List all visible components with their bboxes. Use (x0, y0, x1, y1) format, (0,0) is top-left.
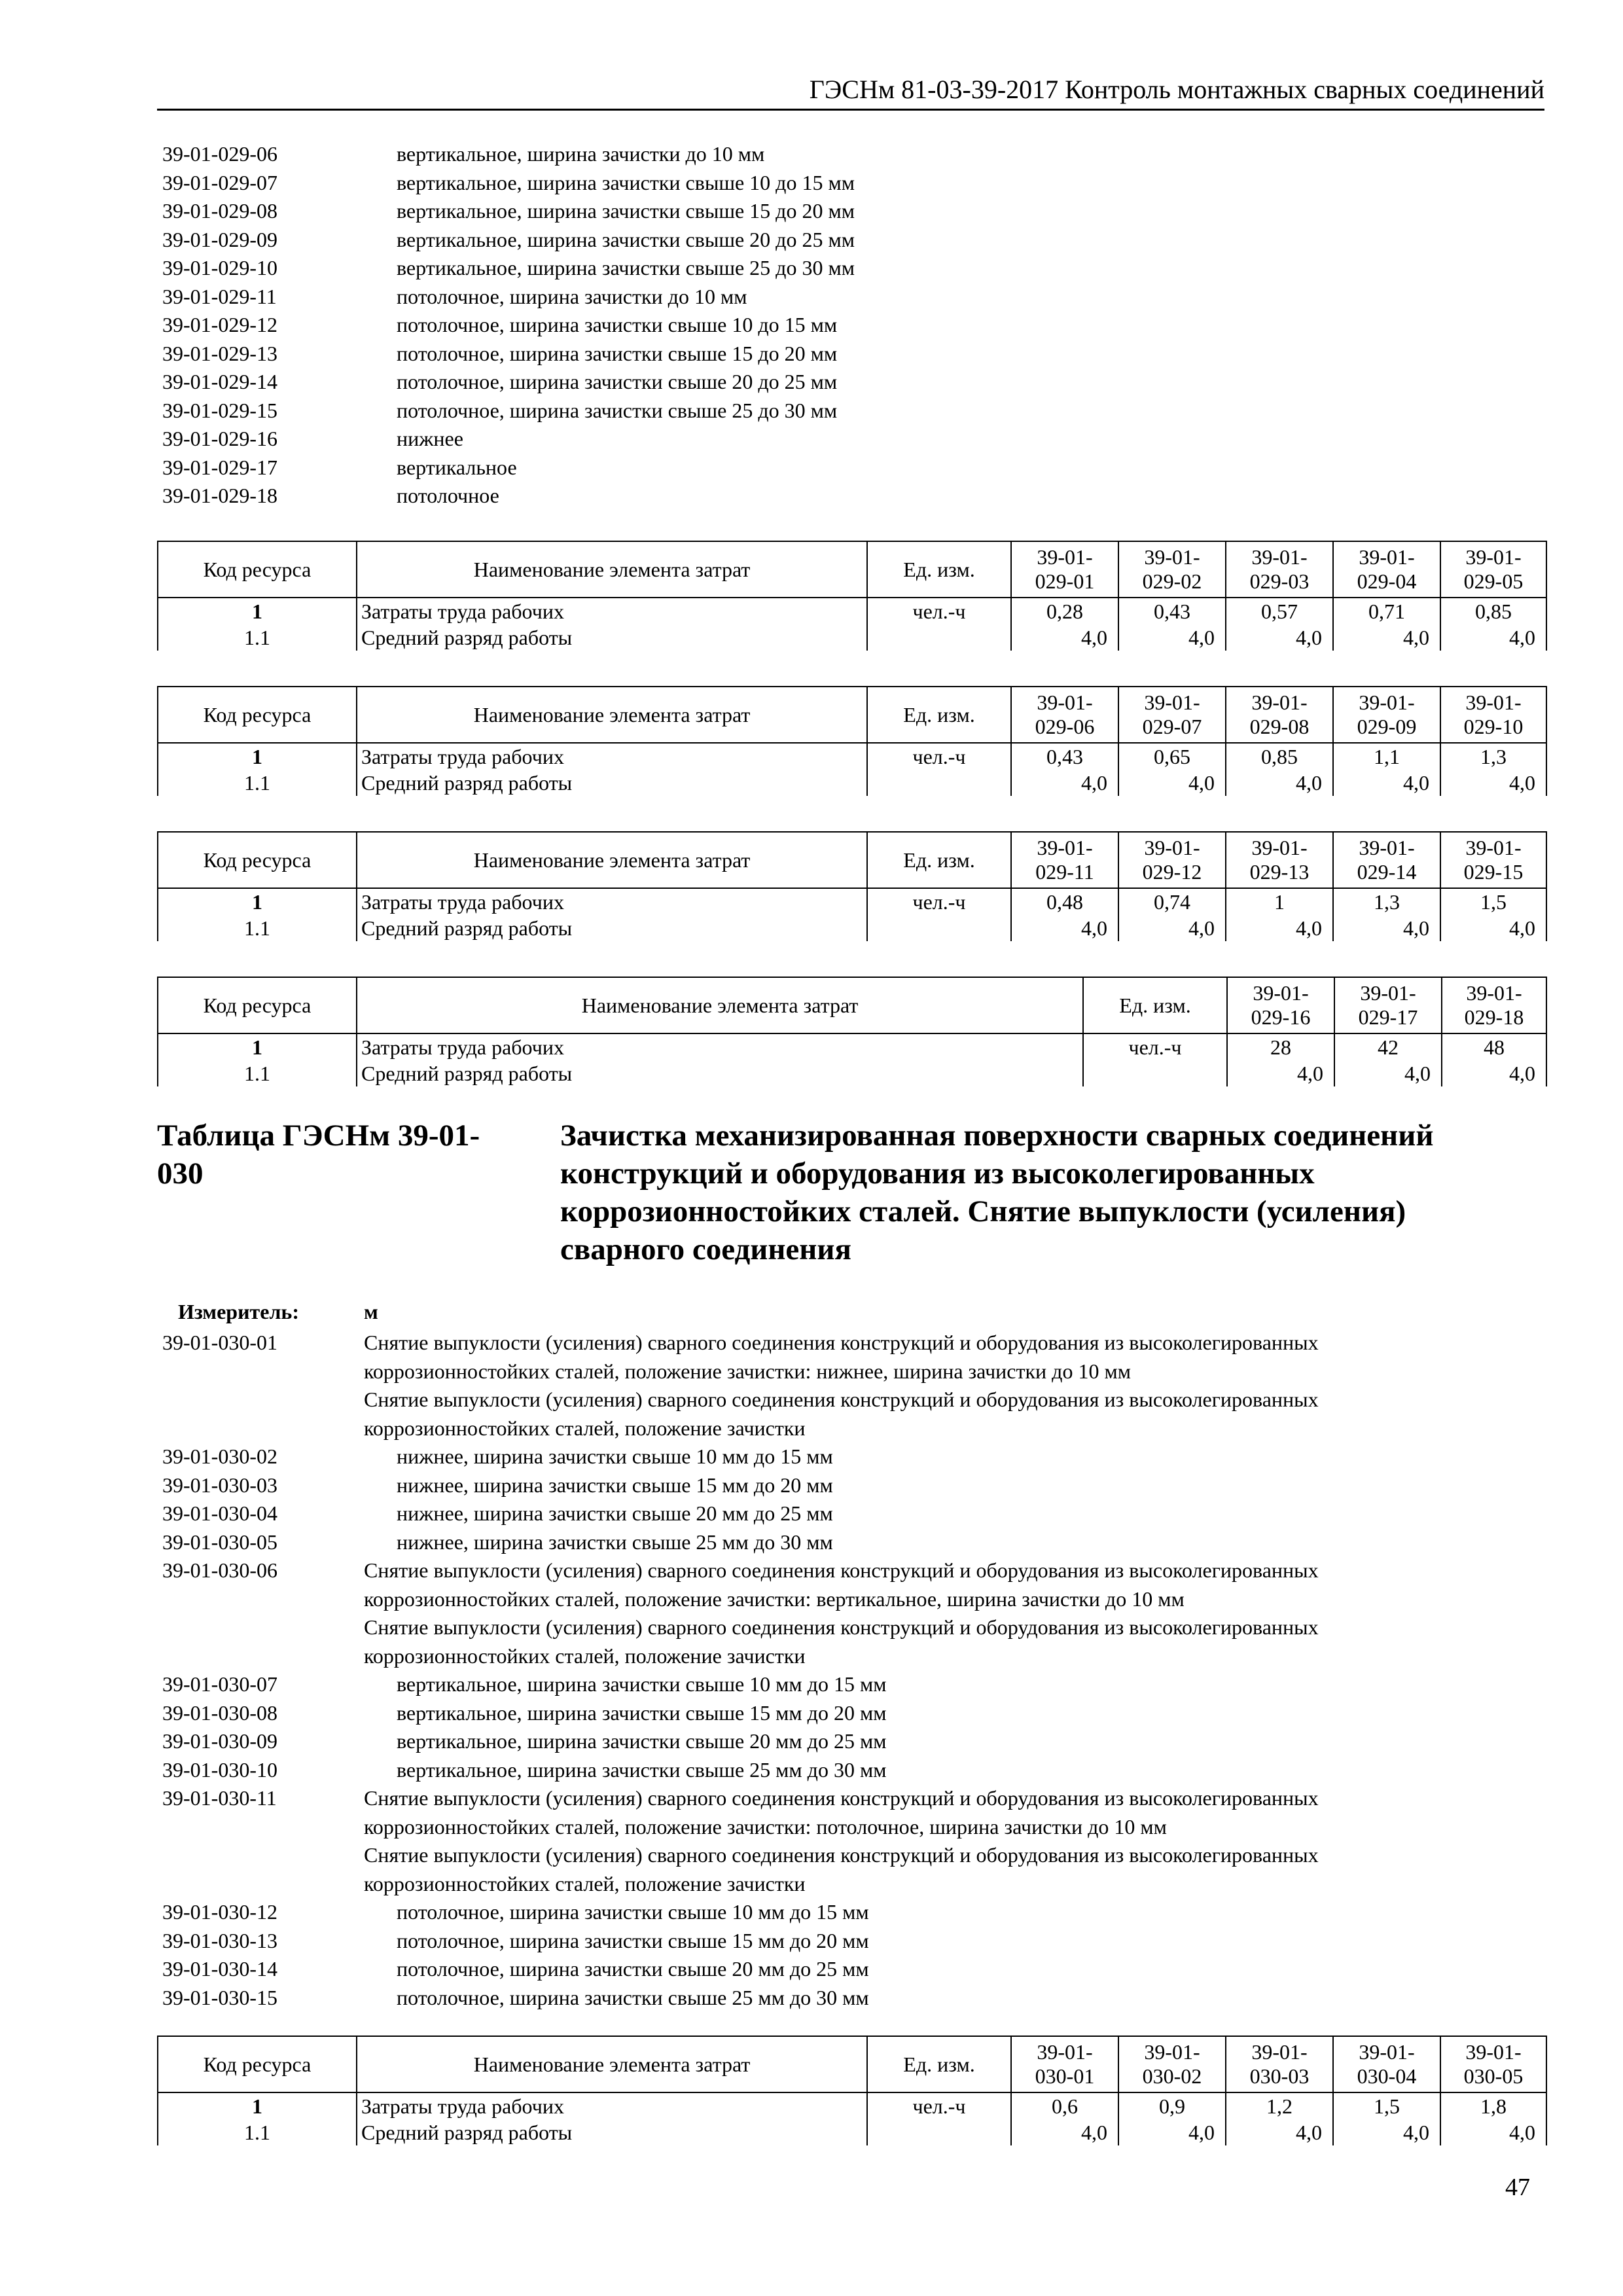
code-description: вертикальное, ширина зачистки свыше 10 мм до 15 мм (397, 1672, 887, 1696)
row-unit (1083, 1060, 1227, 1086)
code-number: 39-01-029-11 (162, 284, 277, 308)
header-column-code (1440, 541, 1546, 598)
row-value: 4,0 (1440, 915, 1546, 941)
row-name: Затраты труда рабочих (357, 1033, 1083, 1060)
code-description: потолочное, ширина зачистки свыше 10 до 15 мм (397, 313, 838, 336)
header-name: Наименование элемента затрат (357, 977, 1083, 1033)
row-code: 1.1 (158, 2119, 357, 2145)
header-name: Наименование элемента затрат (357, 832, 867, 888)
header-name: Наименование элемента затрат (357, 687, 867, 743)
column-code-line2: 029-18 (1464, 1005, 1524, 1029)
row-code: 1 (158, 598, 357, 624)
header-column-code (1333, 687, 1440, 743)
code-description: Снятие выпуклости (усиления) сварного соединения конструкций и оборудования из высоколегированных (364, 1843, 1319, 1867)
row-value: 4,0 (1333, 624, 1440, 651)
column-code-line2: 029-17 (1358, 1005, 1418, 1029)
row-code: 1 (158, 1033, 357, 1060)
column-code-line2: 029-08 (1249, 715, 1310, 738)
table-row (158, 770, 1546, 796)
cost-table-029-11-15 (157, 831, 1547, 941)
code-description: вертикальное, ширина зачистки свыше 15 мм до 20 мм (397, 1700, 887, 1725)
code-description: потолочное, ширина зачистки свыше 15 мм до 20 мм (397, 1928, 869, 1952)
row-value: 0,28 (1011, 598, 1118, 624)
column-code-line2: 029-04 (1357, 569, 1417, 593)
code-description: нижнее, ширина зачистки свыше 10 мм до 15 мм (397, 1444, 833, 1468)
row-code: 1.1 (158, 624, 357, 651)
table-row (158, 598, 1546, 624)
row-value: 42 (1334, 1033, 1442, 1060)
code-number: 39-01-029-14 (162, 370, 277, 393)
header-column-code (1118, 541, 1226, 598)
header-column-code (1333, 541, 1440, 598)
header-column-code (1011, 832, 1118, 888)
section-title-line: коррозионностойких сталей. Снятие выпуклости (усиления) (560, 1194, 1406, 1229)
code-description: вертикальное, ширина зачистки свыше 20 до 25 мм (397, 227, 855, 251)
header-code: Код ресурса (158, 2036, 357, 2092)
header-column-code (1226, 832, 1333, 888)
column-code-line1: 39-01- (1251, 545, 1308, 569)
page-header: ГЭСНм 81-03-39-2017 Контроль монтажных сварных соединений (809, 75, 1544, 104)
code-number: 39-01-030-14 (162, 1957, 277, 1981)
row-code: 1.1 (158, 1060, 357, 1086)
code-description: потолочное, ширина зачистки свыше 15 до 20 мм (397, 341, 838, 365)
row-value: 4,0 (1440, 770, 1546, 796)
code-number: 39-01-029-17 (162, 455, 277, 479)
page-number: 47 (1505, 2174, 1530, 2201)
row-unit (867, 624, 1011, 651)
row-value: 0,57 (1226, 598, 1333, 624)
code-description: Снятие выпуклости (усиления) сварного соединения конструкций и оборудования из высоколегированных (364, 1786, 1319, 1810)
table-header-row (158, 832, 1546, 888)
row-value: 1,3 (1333, 888, 1440, 915)
code-number: 39-01-030-10 (162, 1757, 277, 1782)
measure-label: Измеритель: (178, 1300, 299, 1323)
code-description: потолочное, ширина зачистки свыше 20 мм до 25 мм (397, 1957, 869, 1981)
code-description: вертикальное, ширина зачистки свыше 20 мм до 25 мм (397, 1729, 887, 1753)
header-rule (157, 109, 1544, 111)
row-value: 4,0 (1333, 915, 1440, 941)
row-code: 1.1 (158, 915, 357, 941)
code-description: коррозионностойких сталей, положение зачистки (364, 1871, 806, 1895)
column-code-line2: 029-01 (1035, 569, 1095, 593)
row-value: 0,71 (1333, 598, 1440, 624)
header-column-code (1226, 541, 1333, 598)
table-header-row (158, 2036, 1546, 2092)
column-code-line2: 029-09 (1357, 715, 1417, 738)
column-code-line1: 39-01- (1251, 691, 1308, 714)
code-number: 39-01-029-09 (162, 227, 277, 251)
header-unit: Ед. изм. (1083, 977, 1227, 1033)
row-value: 0,74 (1118, 888, 1226, 915)
column-code-line2: 030-01 (1035, 2064, 1095, 2088)
code-description: нижнее (397, 427, 463, 450)
row-value: 4,0 (1440, 624, 1546, 651)
code-description: потолочное, ширина зачистки свыше 10 мм до 15 мм (397, 1900, 869, 1924)
row-name: Затраты труда рабочих (357, 743, 867, 770)
column-code-line2: 029-10 (1463, 715, 1524, 738)
code-number: 39-01-030-13 (162, 1928, 277, 1952)
column-code-line2: 030-02 (1142, 2064, 1202, 2088)
code-number: 39-01-030-04 (162, 1501, 277, 1525)
column-code-line2: 029-07 (1142, 715, 1202, 738)
section-title-line: Зачистка механизированная поверхности сварных соединений (560, 1119, 1434, 1153)
column-code-line1: 39-01- (1253, 981, 1309, 1005)
code-description: Снятие выпуклости (усиления) сварного соединения конструкций и оборудования из высоколегированных (364, 1331, 1319, 1354)
column-code-line2: 029-12 (1142, 860, 1202, 884)
code-number: 39-01-030-05 (162, 1530, 277, 1554)
row-value: 4,0 (1334, 1060, 1442, 1086)
measure-value: м (364, 1300, 378, 1323)
cost-table-029-16-18 (157, 977, 1547, 1086)
column-code-line1: 39-01- (1144, 836, 1200, 859)
column-code-line1: 39-01- (1359, 545, 1415, 569)
row-value: 0,43 (1011, 743, 1118, 770)
header-column-code (1118, 832, 1226, 888)
table-header-row (158, 541, 1546, 598)
code-description: коррозионностойких сталей, положение зачистки: вертикальное, ширина зачистки до 10 мм (364, 1587, 1185, 1611)
column-code-line1: 39-01- (1359, 691, 1415, 714)
column-code-line1: 39-01- (1037, 836, 1093, 859)
cost-table-029-01-05 (157, 541, 1547, 651)
table-row (158, 2092, 1546, 2119)
header-unit: Ед. изм. (867, 832, 1011, 888)
row-value: 4,0 (1118, 2119, 1226, 2145)
header-column-code (1440, 832, 1546, 888)
header-column-code (1333, 2036, 1440, 2092)
code-description: потолочное, ширина зачистки свыше 25 до 30 мм (397, 398, 838, 422)
row-name: Затраты труда рабочих (357, 888, 867, 915)
table-row (158, 915, 1546, 941)
header-column-code (1011, 541, 1118, 598)
code-description: вертикальное, ширина зачистки свыше 15 до 20 мм (397, 199, 855, 223)
row-name: Средний разряд работы (357, 1060, 1083, 1086)
column-code-line1: 39-01- (1037, 2040, 1093, 2064)
row-value: 4,0 (1011, 2119, 1118, 2145)
row-value: 0,48 (1011, 888, 1118, 915)
code-description: Снятие выпуклости (усиления) сварного соединения конструкций и оборудования из высоколегированных (364, 1388, 1319, 1411)
row-value: 4,0 (1118, 770, 1226, 796)
code-number: 39-01-030-07 (162, 1672, 277, 1696)
column-code-line1: 39-01- (1251, 2040, 1308, 2064)
column-code-line1: 39-01- (1251, 836, 1308, 859)
code-description: коррозионностойких сталей, положение зачистки: потолочное, ширина зачистки до 10 мм (364, 1814, 1167, 1839)
row-value: 0,85 (1440, 598, 1546, 624)
table-row (158, 624, 1546, 651)
column-code-line2: 030-04 (1357, 2064, 1417, 2088)
row-value: 0,85 (1226, 743, 1333, 770)
code-description: нижнее, ширина зачистки свыше 20 мм до 25 мм (397, 1501, 833, 1525)
code-description: потолочное, ширина зачистки до 10 мм (397, 284, 747, 308)
row-value: 4,0 (1442, 1060, 1546, 1086)
code-description: вертикальное, ширина зачистки свыше 25 до 30 мм (397, 256, 855, 279)
table-row (158, 2119, 1546, 2145)
column-code-line2: 029-15 (1463, 860, 1524, 884)
row-value: 1,3 (1440, 743, 1546, 770)
column-code-line2: 029-16 (1251, 1005, 1311, 1029)
row-code: 1.1 (158, 770, 357, 796)
code-number: 39-01-030-01 (162, 1331, 277, 1354)
row-name: Затраты труда рабочих (357, 2092, 867, 2119)
row-unit: чел.-ч (867, 598, 1011, 624)
cost-table-030-01-05 (157, 2036, 1547, 2145)
code-description: Снятие выпуклости (усиления) сварного соединения конструкций и оборудования из высоколегированных (364, 1558, 1319, 1582)
row-value: 48 (1442, 1033, 1546, 1060)
row-value: 1,8 (1440, 2092, 1546, 2119)
row-value: 4,0 (1333, 2119, 1440, 2145)
row-value: 1,5 (1333, 2092, 1440, 2119)
code-number: 39-01-029-06 (162, 142, 277, 166)
row-value: 0,65 (1118, 743, 1226, 770)
row-value: 4,0 (1226, 915, 1333, 941)
column-code-line2: 030-05 (1463, 2064, 1524, 2088)
row-value: 0,9 (1118, 2092, 1226, 2119)
row-value: 1,5 (1440, 888, 1546, 915)
code-description: коррозионностойких сталей, положение зачистки (364, 1416, 806, 1440)
table-header-row (158, 687, 1546, 743)
code-number: 39-01-030-11 (162, 1786, 277, 1810)
row-name: Затраты труда рабочих (357, 598, 867, 624)
code-number: 39-01-030-08 (162, 1700, 277, 1725)
code-description: вертикальное, ширина зачистки свыше 10 до 15 мм (397, 170, 855, 194)
section-title-line: сварного соединения (560, 1232, 851, 1266)
row-value: 0,6 (1011, 2092, 1118, 2119)
column-code-line2: 030-03 (1249, 2064, 1310, 2088)
column-code-line1: 39-01- (1466, 981, 1522, 1005)
row-unit: чел.-ч (867, 888, 1011, 915)
header-column-code (1333, 832, 1440, 888)
row-unit: чел.-ч (867, 743, 1011, 770)
column-code-line1: 39-01- (1037, 691, 1093, 714)
row-value: 0,43 (1118, 598, 1226, 624)
row-value: 4,0 (1011, 770, 1118, 796)
code-number: 39-01-029-08 (162, 199, 277, 223)
row-value: 4,0 (1011, 624, 1118, 651)
row-value: 4,0 (1118, 624, 1226, 651)
header-column-code (1440, 687, 1546, 743)
code-number: 39-01-030-02 (162, 1444, 277, 1468)
header-column-code (1442, 977, 1546, 1033)
code-number: 39-01-030-09 (162, 1729, 277, 1753)
header-column-code (1118, 687, 1226, 743)
column-code-line1: 39-01- (1360, 981, 1416, 1005)
table-row (158, 888, 1546, 915)
column-code-line2: 029-03 (1249, 569, 1310, 593)
column-code-line1: 39-01- (1144, 2040, 1200, 2064)
code-description: вертикальное (397, 455, 517, 479)
row-name: Средний разряд работы (357, 624, 867, 651)
column-code-line1: 39-01- (1144, 691, 1200, 714)
header-code: Код ресурса (158, 687, 357, 743)
row-unit: чел.-ч (867, 2092, 1011, 2119)
row-unit (867, 770, 1011, 796)
column-code-line1: 39-01- (1037, 545, 1093, 569)
header-column-code (1011, 2036, 1118, 2092)
header-column-code (1226, 687, 1333, 743)
table-header-row (158, 977, 1546, 1033)
header-column-code (1334, 977, 1442, 1033)
header-column-code (1226, 2036, 1333, 2092)
row-name: Средний разряд работы (357, 770, 867, 796)
row-value: 4,0 (1333, 770, 1440, 796)
column-code-line1: 39-01- (1465, 691, 1522, 714)
code-number: 39-01-029-10 (162, 256, 277, 279)
column-code-line1: 39-01- (1144, 545, 1200, 569)
code-description: вертикальное, ширина зачистки до 10 мм (397, 142, 765, 166)
section-label-line2: 030 (157, 1157, 204, 1191)
code-description: нижнее, ширина зачистки свыше 25 мм до 30 мм (397, 1530, 833, 1554)
code-description: потолочное, ширина зачистки свыше 25 мм до 30 мм (397, 1985, 869, 2009)
header-unit: Ед. изм. (867, 2036, 1011, 2092)
row-value: 4,0 (1440, 2119, 1546, 2145)
row-code: 1 (158, 2092, 357, 2119)
header-column-code (1118, 2036, 1226, 2092)
column-code-line2: 029-11 (1035, 860, 1094, 884)
row-value: 4,0 (1226, 624, 1333, 651)
column-code-line2: 029-13 (1249, 860, 1310, 884)
table-row (158, 743, 1546, 770)
code-description: нижнее, ширина зачистки свыше 15 мм до 20 мм (397, 1473, 833, 1497)
column-code-line1: 39-01- (1465, 836, 1522, 859)
code-number: 39-01-029-07 (162, 170, 277, 194)
column-code-line2: 029-06 (1035, 715, 1095, 738)
row-code: 1 (158, 743, 357, 770)
code-number: 39-01-029-18 (162, 484, 277, 507)
column-code-line2: 029-02 (1142, 569, 1202, 593)
row-name: Средний разряд работы (357, 915, 867, 941)
cost-table-029-06-10 (157, 686, 1547, 796)
row-value: 1,2 (1226, 2092, 1333, 2119)
code-number: 39-01-029-13 (162, 341, 277, 365)
table-row (158, 1033, 1546, 1060)
header-unit: Ед. изм. (867, 541, 1011, 598)
header-name: Наименование элемента затрат (357, 541, 867, 598)
header-column-code (1011, 687, 1118, 743)
header-unit: Ед. изм. (867, 687, 1011, 743)
row-value: 1 (1226, 888, 1333, 915)
row-unit (867, 915, 1011, 941)
header-column-code (1440, 2036, 1546, 2092)
column-code-line2: 029-05 (1463, 569, 1524, 593)
code-description: коррозионностойких сталей, положение зачистки (364, 1643, 806, 1668)
section-label (157, 1117, 524, 1193)
code-number: 39-01-030-15 (162, 1985, 277, 2009)
row-value: 1,1 (1333, 743, 1440, 770)
header-code: Код ресурса (158, 541, 357, 598)
code-number: 39-01-030-12 (162, 1900, 277, 1924)
column-code-line1: 39-01- (1465, 545, 1522, 569)
row-value: 4,0 (1227, 1060, 1334, 1086)
section-title-line: конструкций и оборудования из высоколегированных (560, 1157, 1315, 1191)
code-number: 39-01-030-03 (162, 1473, 277, 1497)
column-code-line1: 39-01- (1465, 2040, 1522, 2064)
code-number: 39-01-029-15 (162, 398, 277, 422)
code-number: 39-01-029-16 (162, 427, 277, 450)
row-value: 4,0 (1226, 770, 1333, 796)
header-code: Код ресурса (158, 832, 357, 888)
code-number: 39-01-029-12 (162, 313, 277, 336)
row-unit (867, 2119, 1011, 2145)
row-code: 1 (158, 888, 357, 915)
row-value: 28 (1227, 1033, 1334, 1060)
header-name: Наименование элемента затрат (357, 2036, 867, 2092)
column-code-line2: 029-14 (1357, 860, 1417, 884)
row-value: 4,0 (1011, 915, 1118, 941)
header-code: Код ресурса (158, 977, 357, 1033)
table-row (158, 1060, 1546, 1086)
row-value: 4,0 (1118, 915, 1226, 941)
column-code-line1: 39-01- (1359, 2040, 1415, 2064)
header-column-code (1227, 977, 1334, 1033)
code-description: потолочное (397, 484, 499, 507)
code-description: вертикальное, ширина зачистки свыше 25 мм до 30 мм (397, 1757, 887, 1782)
code-description: Снятие выпуклости (усиления) сварного соединения конструкций и оборудования из высоколегированных (364, 1615, 1319, 1639)
row-value: 4,0 (1226, 2119, 1333, 2145)
row-unit: чел.-ч (1083, 1033, 1227, 1060)
code-description: потолочное, ширина зачистки свыше 20 до 25 мм (397, 370, 838, 393)
section-label-line1: Таблица ГЭСНм 39-01- (157, 1119, 480, 1153)
code-description: коррозионностойких сталей, положение зачистки: нижнее, ширина зачистки до 10 мм (364, 1359, 1131, 1383)
row-name: Средний разряд работы (357, 2119, 867, 2145)
code-number: 39-01-030-06 (162, 1558, 277, 1582)
section-title (560, 1117, 1542, 1268)
column-code-line1: 39-01- (1359, 836, 1415, 859)
